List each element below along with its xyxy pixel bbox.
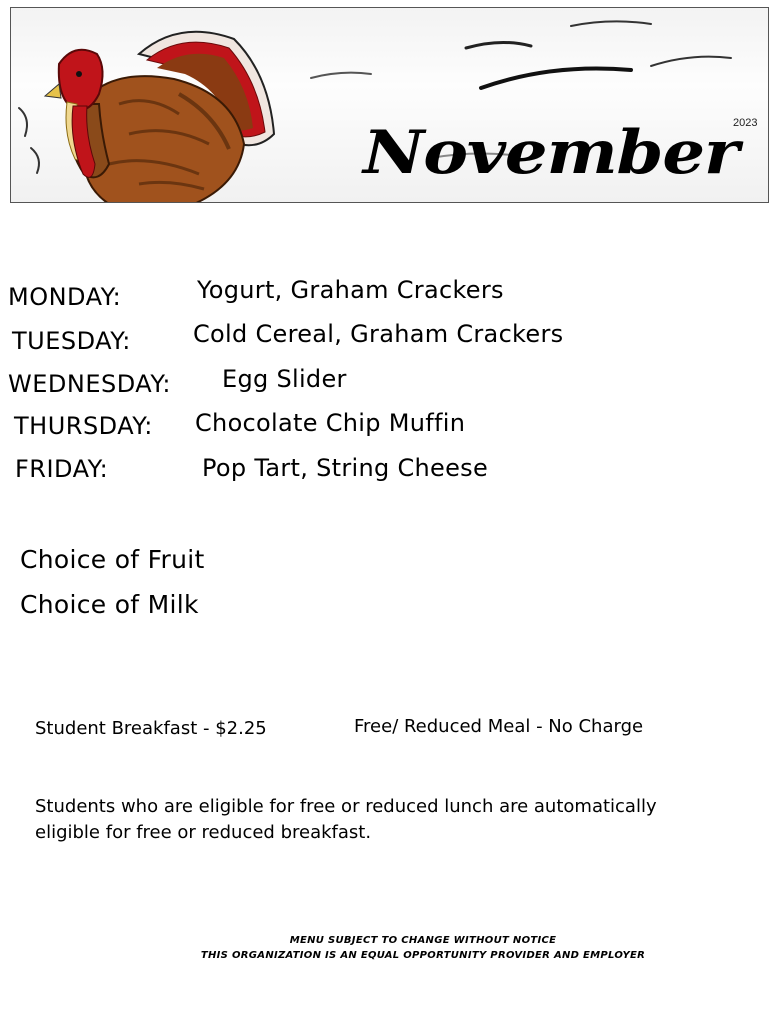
choice-milk: Choice of Milk [20, 590, 199, 619]
day-label-thursday: THURSDAY: [14, 412, 153, 440]
free-reduced-price: Free/ Reduced Meal - No Charge [354, 716, 644, 737]
year-label: 2023 [733, 117, 758, 129]
menu-item-thursday: Chocolate Chip Muffin [195, 409, 466, 437]
day-label-wednesday: WEDNESDAY: [8, 370, 171, 398]
day-label-monday: MONDAY: [8, 283, 122, 311]
day-label-tuesday: TUESDAY: [12, 327, 131, 355]
menu-item-monday: Yogurt, Graham Crackers [197, 276, 504, 304]
eligibility-notice: Students who are eligible for free or reduced lunch are automatically eligible for free or reduced breakfast. [35, 796, 657, 843]
turkey-illustration [29, 24, 289, 203]
header-banner [10, 7, 769, 203]
choice-fruit: Choice of Fruit [20, 545, 205, 574]
menu-item-tuesday: Cold Cereal, Graham Crackers [193, 320, 564, 348]
footer-disclaimer: MENU SUBJECT TO CHANGE WITHOUT NOTICE [289, 935, 557, 946]
menu-item-wednesday: Egg Slider [222, 365, 347, 393]
footer-equal-opportunity: THIS ORGANIZATION IS AN EQUAL OPPORTUNITY PROVIDER AND EMPLOYER [200, 950, 646, 961]
menu-item-friday: Pop Tart, String Cheese [202, 454, 489, 482]
day-label-friday: FRIDAY: [15, 455, 109, 483]
student-price: Student Breakfast - $2.25 [35, 718, 267, 739]
month-title: November [363, 118, 739, 188]
